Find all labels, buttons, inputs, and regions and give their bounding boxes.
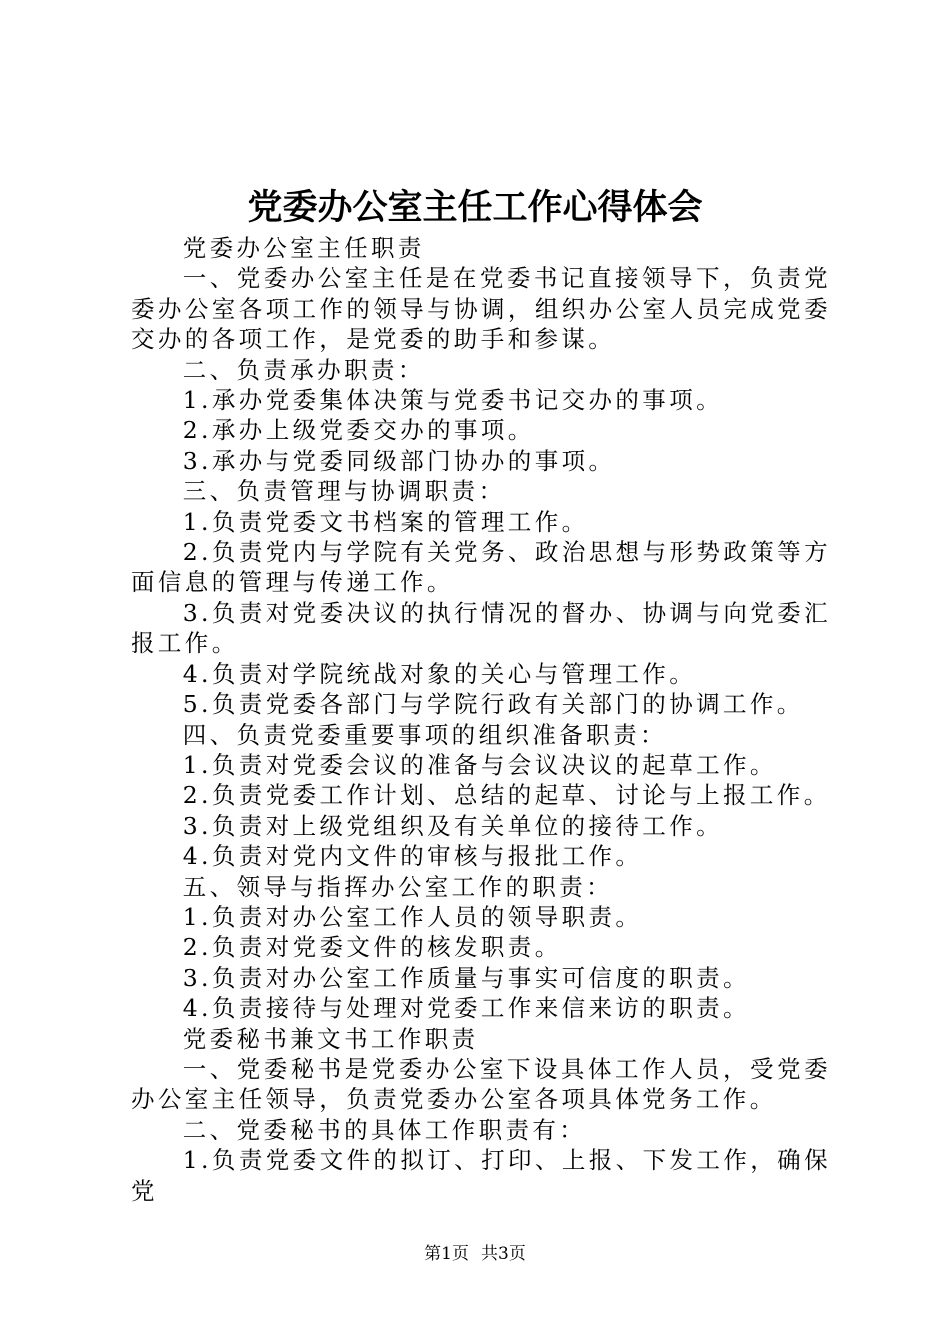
document-title: 党委办公室主任工作心得体会 bbox=[247, 188, 703, 228]
paragraph: 4.负责接待与处理对党委工作来信来访的职责。 bbox=[182, 994, 750, 1023]
document-body bbox=[131, 233, 831, 1206]
paragraph: 一、党委办公室主任是在党委书记直接领导下，负责党委办公室各项工作的领导与协调，组织办公室人员完成党委交办的各项工作，是党委的助手和参谋。 bbox=[131, 264, 831, 354]
paragraph: 五、领导与指挥办公室工作的职责： bbox=[182, 872, 614, 901]
paragraph: 1.负责党委文件的拟订、打印、上报、下发工作，确保党 bbox=[131, 1146, 831, 1205]
paragraph: 3.承办与党委同级部门协办的事项。 bbox=[182, 446, 616, 475]
paragraph: 2.负责党内与学院有关党务、政治思想与形势政策等方面信息的管理与传递工作。 bbox=[131, 538, 831, 597]
paragraph: 4.负责对学院统战对象的关心与管理工作。 bbox=[182, 659, 697, 688]
page-number-current: 第1页 bbox=[424, 1244, 469, 1264]
paragraph: 四、负责党委重要事项的组织准备职责： bbox=[182, 720, 667, 749]
paragraph: 3.负责对办公室工作质量与事实可信度的职责。 bbox=[182, 963, 750, 992]
paragraph: 3.负责对党委决议的执行情况的督办、协调与向党委汇报工作。 bbox=[131, 598, 831, 658]
paragraph: 5.负责党委各部门与学院行政有关部门的协调工作。 bbox=[182, 690, 804, 719]
page-number-total: 共3页 bbox=[481, 1244, 526, 1264]
paragraph: 1.负责对办公室工作人员的领导职责。 bbox=[182, 902, 643, 931]
paragraph: 二、负责承办职责： bbox=[182, 355, 425, 384]
paragraph: 2.负责对党委文件的核发职责。 bbox=[182, 933, 562, 962]
paragraph: 党委秘书兼文书工作职责 bbox=[182, 1024, 479, 1053]
paragraph: 2.负责党委工作计划、总结的起草、讨论与上报工作。 bbox=[182, 781, 831, 810]
paragraph: 3.负责对上级党组织及有关单位的接待工作。 bbox=[182, 811, 724, 840]
paragraph: 1.负责对党委会议的准备与会议决议的起草工作。 bbox=[182, 750, 777, 779]
paragraph: 二、党委秘书的具体工作职责有： bbox=[182, 1115, 587, 1144]
paragraph: 一、党委秘书是党委办公室下设具体工作人员，受党委办公室主任领导，负责党委办公室各项具体党务工作。 bbox=[131, 1054, 831, 1114]
page-footer bbox=[0, 1242, 950, 1266]
paragraph: 1.负责党委文书档案的管理工作。 bbox=[182, 507, 589, 536]
paragraph: 党委办公室主任职责 bbox=[182, 234, 425, 262]
paragraph: 三、负责管理与协调职责： bbox=[182, 477, 506, 506]
paragraph: 2.承办上级党委交办的事项。 bbox=[182, 416, 535, 445]
paragraph: 1.承办党委集体决策与党委书记交办的事项。 bbox=[182, 386, 724, 415]
paragraph: 4.负责对党内文件的审核与报批工作。 bbox=[182, 842, 643, 871]
